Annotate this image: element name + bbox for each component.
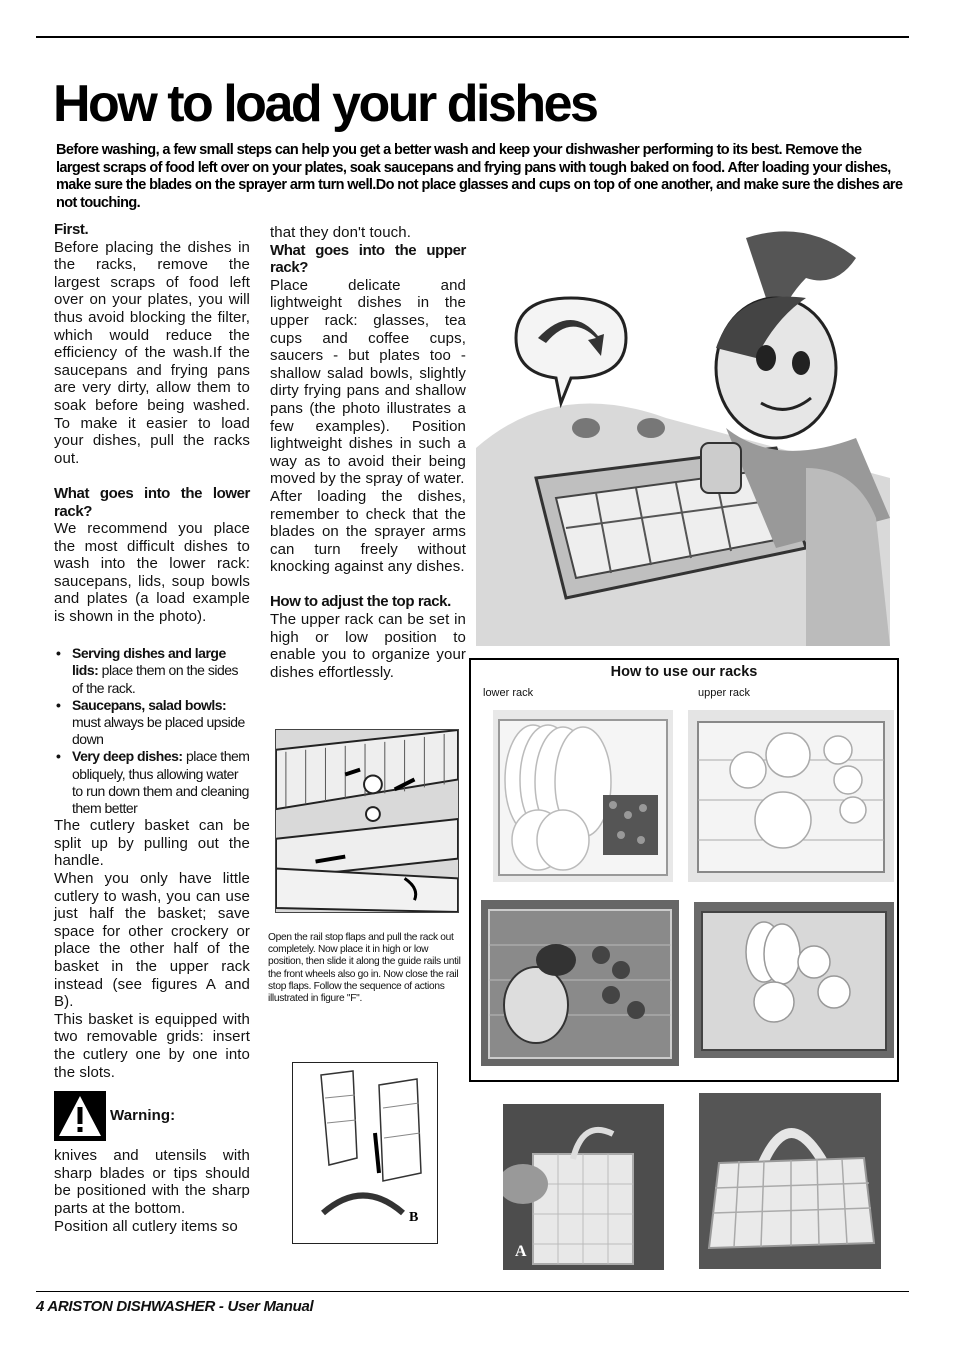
racks-panel [469, 658, 899, 1082]
cutlery-basket-photo [699, 1093, 881, 1269]
upper-rack-photo-glasses [694, 902, 894, 1058]
adjust-rack-heading: How to adjust the top rack. [270, 593, 451, 611]
column-middle [270, 224, 466, 681]
lower-rack-label: lower rack [483, 687, 534, 699]
lower-rack-heading: What goes into the lower rack? [54, 484, 250, 520]
upper-rack-label: upper rack [698, 687, 750, 699]
upper-rack-text: Place delicate and lightweight dishes in the upper rack: glasses, tea cups and coffee cups, saucers - but plates too - shallow salad bowls, slightly dirty frying pans and shallow pans (the photo illustrates a few examples). Position lightweight dishes in such a way as to avoid their being moved by the spray of water. [270, 276, 466, 488]
warning-label: Warning: [110, 1107, 176, 1125]
basket-text-1: The cutlery basket can be split up by pulling out the handle. [54, 817, 250, 870]
top-rule [36, 36, 909, 38]
warning-text: knives and utensils with sharp blades or tips should be positioned with the sharp parts at the bottom. [54, 1147, 250, 1217]
bottom-rule [36, 1291, 909, 1292]
after-loading-text: After loading the dishes, remember to check that the blades on the sprayer arms can turn freely without knocking against any dishes. [270, 487, 466, 576]
rack-adjust-diagram [275, 729, 459, 913]
figure-a-label: A [515, 1243, 527, 1260]
first-text: Before placing the dishes in the racks, remove the largest scraps of food left over on your plates, you will thus avoid blocking the filter, which would reduce the efficiency of the wash.If the saucepans and frying pans are very dirty, allow them to soak before being washed. To make it easier to load your dishes, pull the racks out. [54, 238, 250, 467]
intro-paragraph: Before washing, a few small steps can help you get a better wash and keep your dishwasher performing to its best. Remove the largest scraps of food left over on your plates, soak saucepans and frying pans with tough baked on food. After loading your dishes, make sure the blades on the sprayer arm turn well.Do not place glasses and cups on top of one another, and make sure the dishes are not touching. [56, 142, 903, 211]
warning-block [54, 1091, 250, 1141]
first-heading: First. [54, 221, 89, 238]
figure-a-basket-photo [503, 1104, 664, 1270]
lower-rack-photo-pots [481, 900, 679, 1066]
lower-rack-bullets [54, 645, 250, 817]
basket-text-3: This basket is equipped with two removable grids: insert the cutlery one by one into the slots. [54, 1010, 250, 1081]
lower-rack-photo-plates [493, 710, 673, 882]
rack-adjust-caption: Open the rail stop flaps and pull the rack out completely. Now place it in high or low position, then slide it along the guide rails until the front wheels also go in. Now close the rail stop flaps. Follow the sequence of actions illustrated in figure "F". [268, 932, 461, 1005]
woman-loading-dishwasher-illustration [476, 218, 890, 646]
adjust-rack-text: The upper rack can be set in high or low position to enable you to organize your dishes effortlessly. [270, 611, 466, 681]
bullet-item: • Saucepans, salad bowls: must always be placed upside down [54, 697, 250, 749]
racks-title: How to use our racks [610, 664, 758, 680]
lower-rack-text: We recommend you place the most difficult dishes to wash into the lower rack: saucepans, lids, soup bowls and plates (a load example is shown in the photo). [54, 520, 250, 626]
bullet-item: • Serving dishes and large lids: place them on the sides of the rack. [54, 645, 250, 697]
continued-text: that they don't touch. [270, 224, 411, 241]
page-title: How to load your dishes [53, 75, 597, 133]
upper-rack-photo-cups [688, 710, 894, 882]
column-left [54, 221, 250, 1235]
figure-b-label: B [409, 1210, 419, 1225]
upper-rack-heading: What goes into the upper rack? [270, 241, 466, 277]
cutlery-position-text: Position all cutlery items so [54, 1217, 238, 1235]
warning-icon [54, 1091, 106, 1141]
basket-text-2: When you only have little cutlery to wash, you can use just half the basket; save space for other crockery or place the other half of the basket in the upper rack instead (see figures A and B). [54, 870, 250, 1011]
figure-b-basket-split [292, 1062, 438, 1244]
bullet-item: • Very deep dishes: place them obliquely, thus allowing water to run down them and cleaning them better [54, 748, 250, 817]
page-footer: 4 ARISTON DISHWASHER - User Manual [36, 1298, 314, 1315]
